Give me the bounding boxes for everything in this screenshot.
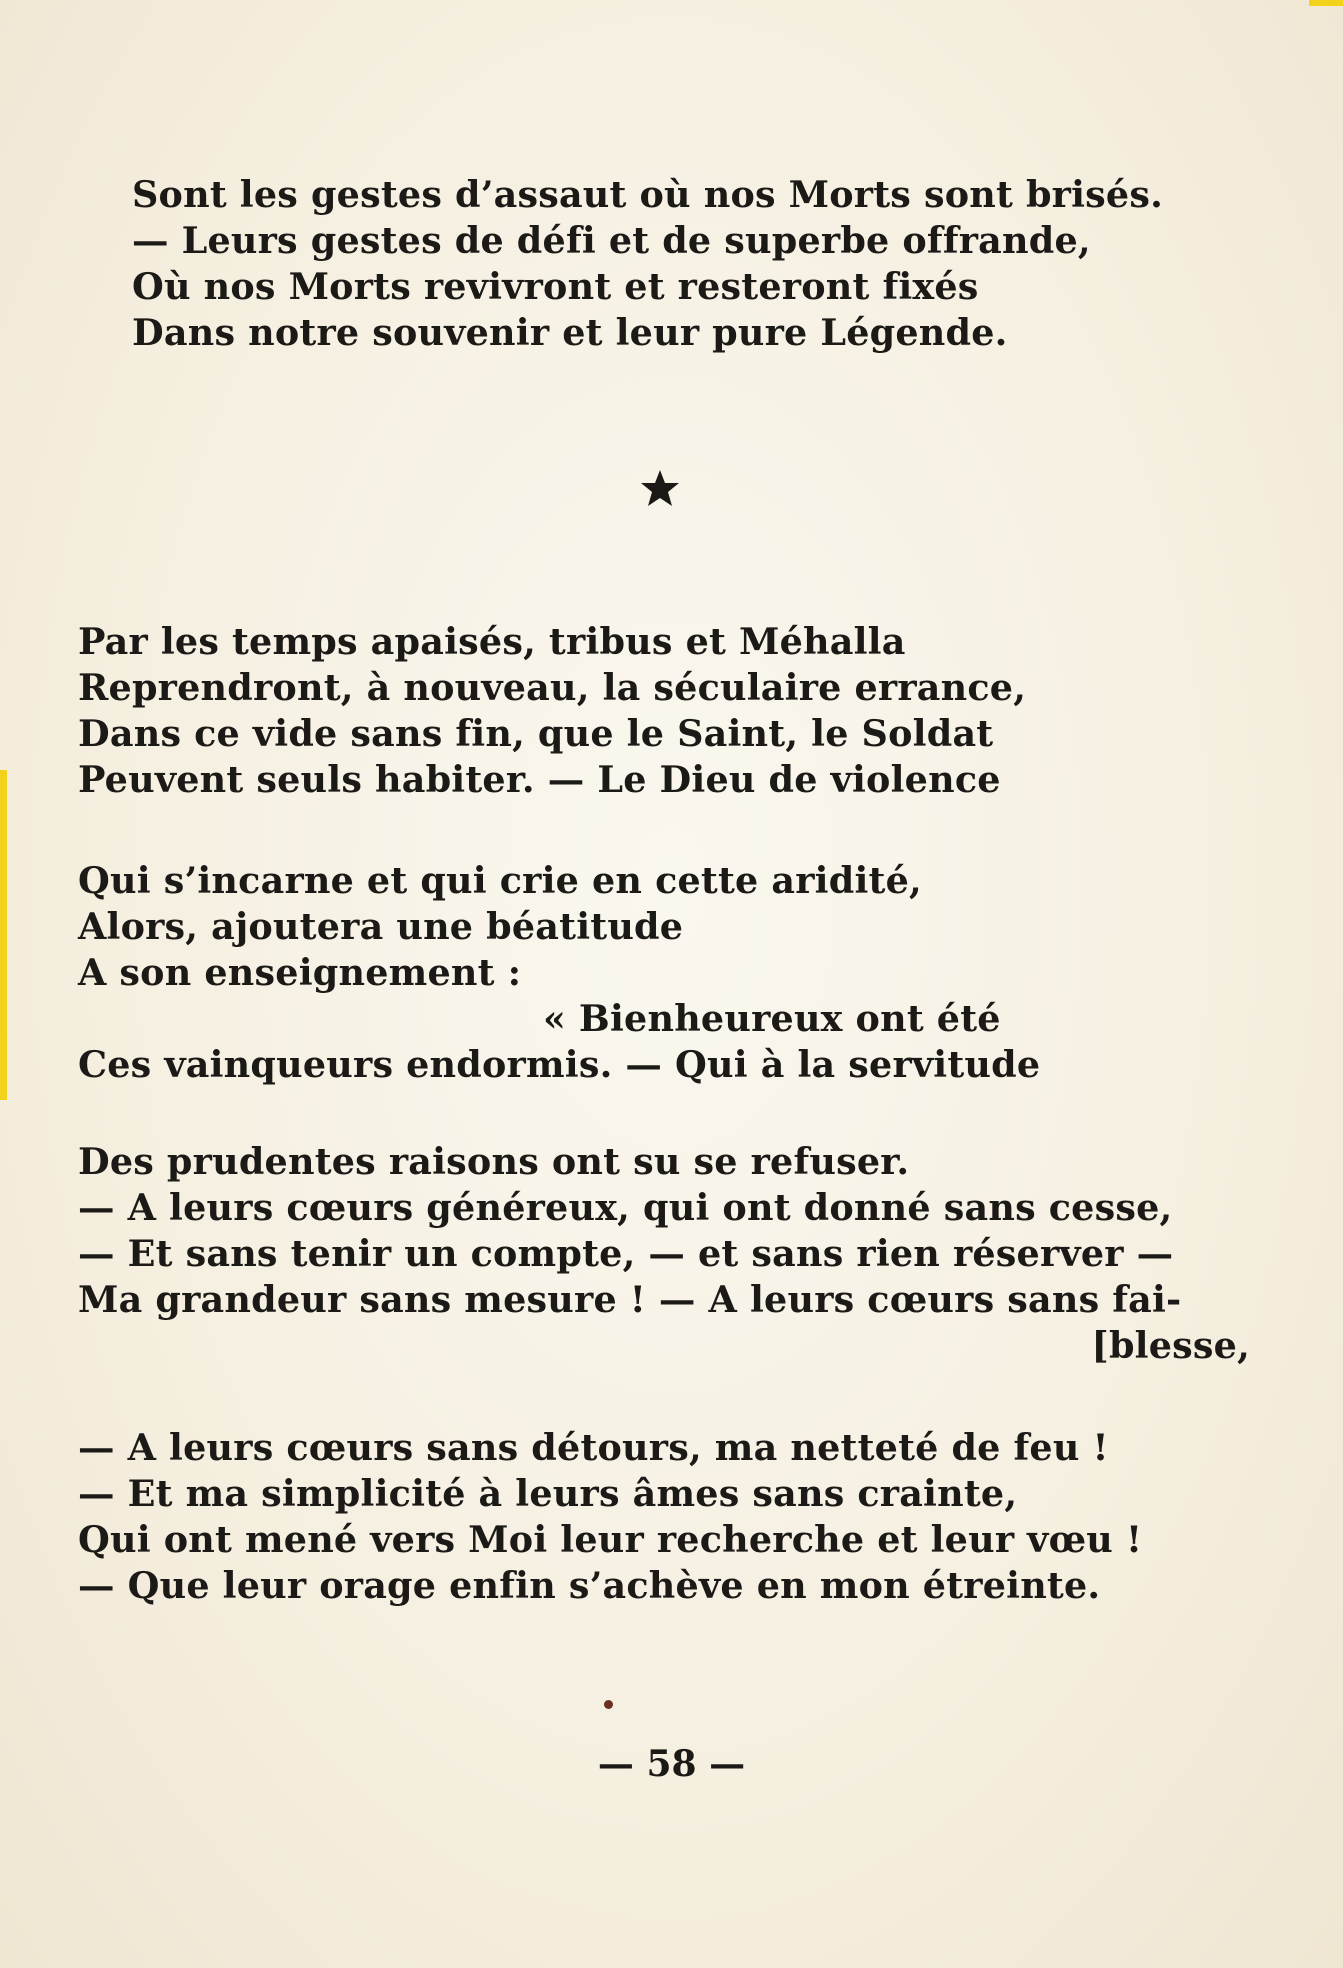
verse-line: Ma grandeur sans mesure ! — A leurs cœurs sans fai- (78, 1278, 1182, 1321)
star-ornament-icon (640, 468, 680, 508)
stanza-4 (78, 1139, 1250, 1369)
verse-line: — Et ma simplicité à leurs âmes sans crainte, (78, 1472, 1018, 1515)
page-edge-marker (1309, 0, 1343, 6)
verse-line: — Que leur orage enfin s’achève en mon étreinte. (78, 1564, 1101, 1607)
verse-line: Alors, ajoutera une béatitude (78, 905, 684, 948)
verse-line: — A leurs cœurs sans détours, ma netteté de feu ! (78, 1426, 1109, 1469)
verse-line: Dans notre souvenir et leur pure Légende. (132, 311, 1008, 354)
stanza-2 (78, 619, 1078, 803)
verse-line: Dans ce vide sans fin, que le Saint, le Soldat (78, 712, 994, 755)
verse-line: A son enseignement : (78, 951, 522, 994)
verse-line: Où nos Morts revivront et resteront fixés (132, 265, 979, 308)
verse-line: — Et sans tenir un compte, — et sans rien réserver — (78, 1232, 1174, 1275)
verse-line: Ces vainqueurs endormis. — Qui à la servitude (78, 1043, 1041, 1086)
page-edge-marker (0, 770, 7, 1100)
stanza-3 (78, 858, 1178, 1088)
stanza-1 (132, 172, 1162, 356)
verse-line: Reprendront, à nouveau, la séculaire errance, (78, 666, 1027, 709)
verse-line: Qui ont mené vers Moi leur recherche et leur vœu ! (78, 1518, 1143, 1561)
verse-line: Sont les gestes d’assaut où nos Morts sont brisés. (132, 173, 1163, 216)
verse-line: — A leurs cœurs généreux, qui ont donné sans cesse, (78, 1186, 1173, 1229)
verse-line: Des prudentes raisons ont su se refuser. (78, 1140, 910, 1183)
verse-line: « Bienheureux ont été (543, 997, 1001, 1040)
verse-line-continuation: [blesse, (1091, 1324, 1250, 1367)
stanza-5 (78, 1425, 1250, 1609)
verse-line: Peuvent seuls habiter. — Le Dieu de violence (78, 758, 1001, 801)
verse-line: Qui s’incarne et qui crie en cette aridité, (78, 859, 922, 902)
verse-line: Par les temps apaisés, tribus et Méhalla (78, 620, 906, 663)
verse-line: — Leurs gestes de défi et de superbe offrande, (132, 219, 1091, 262)
ink-dot (604, 1700, 613, 1709)
page-number: — 58 — (597, 1743, 746, 1785)
